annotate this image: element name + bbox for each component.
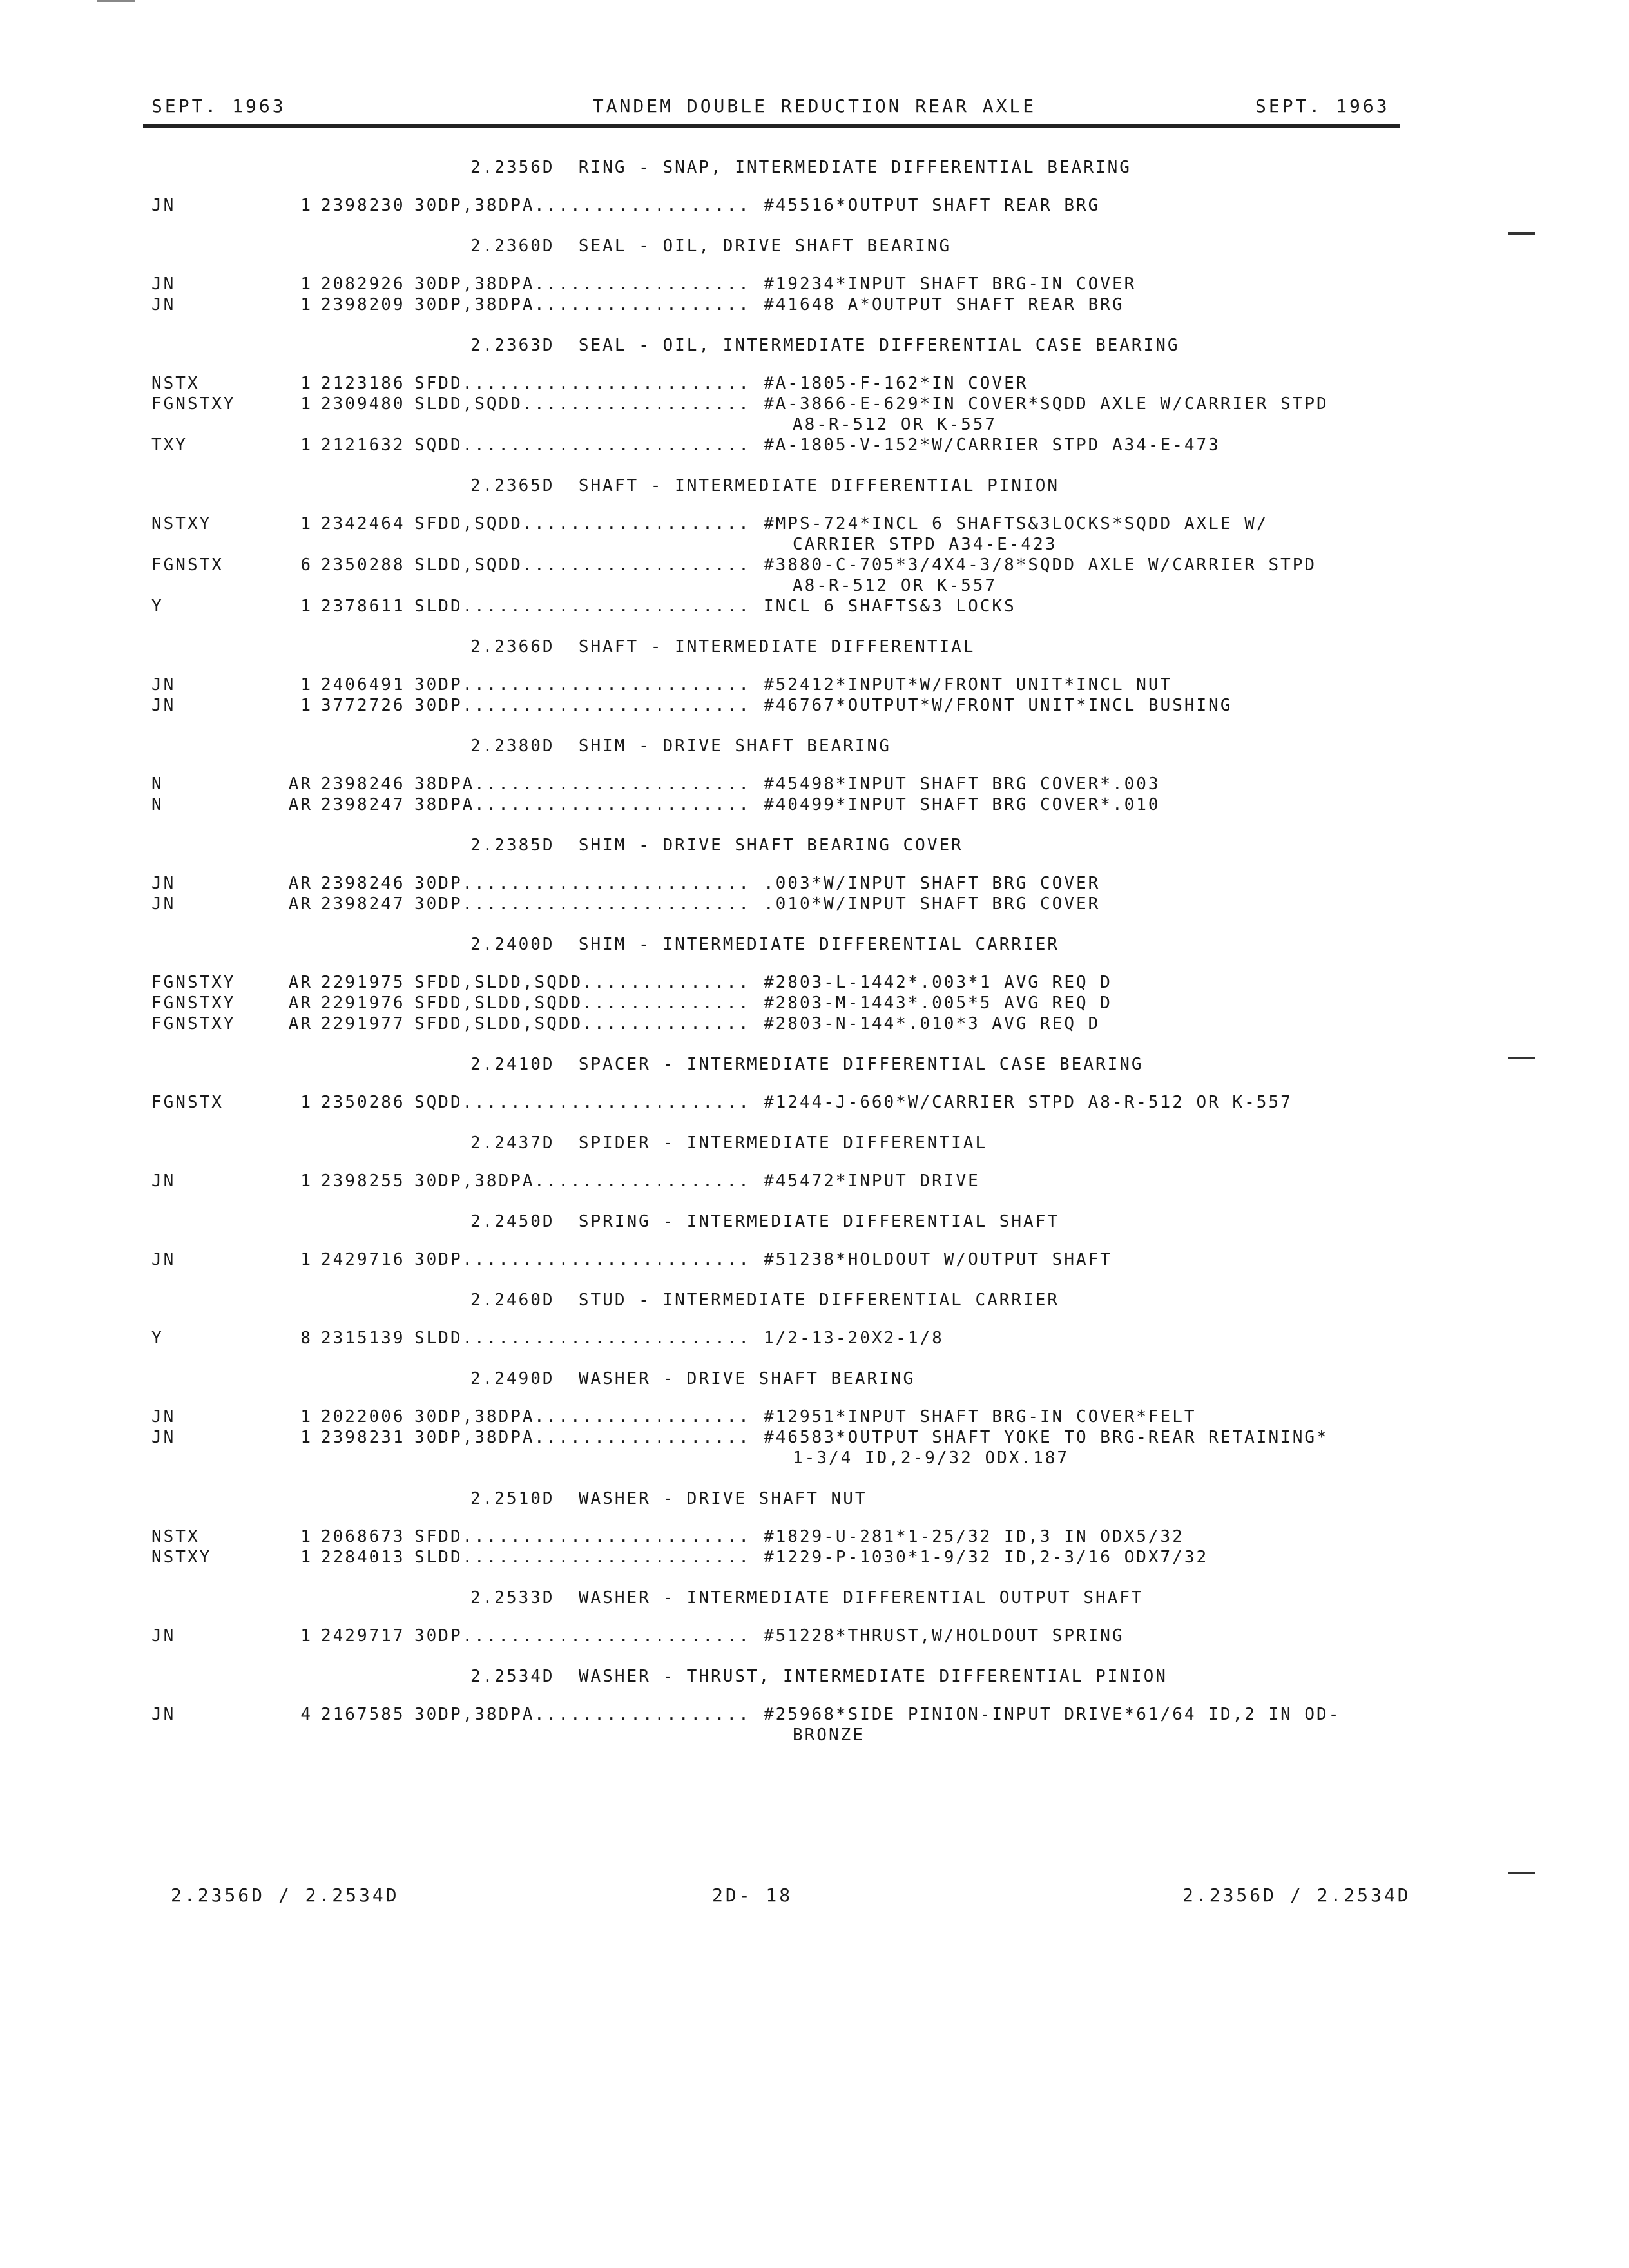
part-row [0,795,1629,816]
part-number: 2350288 [321,555,405,575]
quantity: 1 [300,597,313,616]
part-number: 2398231 [321,1428,405,1447]
models: SFDD [414,1527,463,1546]
models: SFDD,SLDD,SQDD [414,994,583,1013]
usage-code: JN [151,1171,176,1191]
margin-dash [1508,1057,1535,1059]
parts-section [0,233,1629,332]
part-row [0,774,1629,795]
part-row [0,374,1629,394]
parts-section [0,932,1629,1052]
part-number: 2398209 [321,295,405,314]
models: SFDD,SLDD,SQDD [414,973,583,992]
models: SLDD,SQDD [414,555,523,575]
models: 38DPA [414,774,475,794]
quantity: AR [288,973,313,992]
dot-leader: .............. [582,1014,751,1033]
quantity: 1 [300,196,313,215]
dot-leader: .................. [534,274,751,294]
footer-range-left: 2.2356D / 2.2534D [171,1885,400,1906]
quantity: 1 [300,696,313,715]
models: SFDD,SQDD [414,514,523,533]
page-title: TANDEM DOUBLE REDUCTION REAR AXLE [592,95,1037,117]
models: 30DP [414,894,463,914]
parts-section [0,832,1629,932]
description-continuation: A8-R-512 OR K-557 [793,415,998,434]
usage-code: FGNSTX [151,555,224,575]
description: #3880-C-705*3/4X4-3/8*SQDD AXLE W/CARRIER STPD [764,555,1317,575]
usage-code: FGNSTXY [151,1014,236,1033]
scan-mark [97,0,135,2]
part-row [0,295,1629,316]
description-continuation-row [0,1448,1629,1469]
dot-leader: .............. [582,973,751,992]
quantity: 1 [300,436,313,455]
part-number: 2068673 [321,1527,405,1546]
models: 30DP,38DPA [414,295,535,314]
part-row [0,274,1629,295]
parts-section [0,332,1629,473]
part-row [0,1527,1629,1548]
section-title: 2.2366D SHAFT - INTERMEDIATE DIFFERENTIAL [470,637,976,657]
description: #46767*OUTPUT*W/FRONT UNIT*INCL BUSHING [764,696,1233,715]
dot-leader: ........................ [462,696,751,715]
part-row [0,1250,1629,1271]
quantity: AR [288,795,313,814]
description: #52412*INPUT*W/FRONT UNIT*INCL NUT [764,675,1173,695]
usage-code: JN [151,295,176,314]
quantity: 1 [300,1407,313,1427]
section-title: 2.2365D SHAFT - INTERMEDIATE DIFFERENTIAL PINION [470,476,1060,495]
dot-leader: .................. [534,196,751,215]
description: #45472*INPUT DRIVE [764,1171,980,1191]
part-row [0,1626,1629,1647]
models: 30DP,38DPA [414,196,535,215]
description: #1829-U-281*1-25/32 ID,3 IN ODX5/32 [764,1527,1184,1546]
part-number: 2123186 [321,374,405,393]
description: #40499*INPUT SHAFT BRG COVER*.010 [764,795,1161,814]
models: 30DP,38DPA [414,1407,535,1427]
quantity: 1 [300,394,313,414]
description: #1244-J-660*W/CARRIER STPD A8-R-512 OR K-557 [764,1093,1293,1112]
dot-leader: .................. [534,1171,751,1191]
section-title: 2.2450D SPRING - INTERMEDIATE DIFFERENTIAL SHAFT [470,1212,1060,1231]
quantity: 1 [300,1093,313,1112]
quantity: AR [288,994,313,1013]
parts-section [0,634,1629,733]
quantity: 1 [300,295,313,314]
description-continuation-row [0,535,1629,555]
section-title: 2.2380D SHIM - DRIVE SHAFT BEARING [470,736,891,756]
usage-code: JN [151,894,176,914]
margin-dash [1508,1872,1535,1874]
section-title: 2.2410D SPACER - INTERMEDIATE DIFFERENTIAL CASE BEARING [470,1055,1144,1074]
section-title: 2.2460D STUD - INTERMEDIATE DIFFERENTIAL CARRIER [470,1291,1060,1310]
models: 30DP [414,874,463,893]
part-number: 2291977 [321,1014,405,1033]
description: #A-3866-E-629*IN COVER*SQDD AXLE W/CARRIER STPD [764,394,1329,414]
dot-leader: ........................ [462,1250,751,1269]
section-title: 2.2490D WASHER - DRIVE SHAFT BEARING [470,1369,916,1389]
usage-code: NSTX [151,374,200,393]
usage-code: FGNSTXY [151,994,236,1013]
usage-code: TXY [151,436,188,455]
section-title: 2.2356D RING - SNAP, INTERMEDIATE DIFFERENTIAL BEARING [470,158,1132,177]
models: 38DPA [414,795,475,814]
parts-section [0,1130,1629,1209]
margin-dash [1508,232,1535,235]
section-title: 2.2400D SHIM - INTERMEDIATE DIFFERENTIAL CARRIER [470,935,1060,954]
description-continuation: A8-R-512 OR K-557 [793,576,998,595]
description-continuation-row [0,415,1629,436]
usage-code: Y [151,1329,164,1348]
dot-leader: ........................ [462,597,751,616]
part-number: 2398246 [321,874,405,893]
usage-code: N [151,774,164,794]
part-number: 2284013 [321,1548,405,1567]
part-row [0,555,1629,576]
part-number: 3772726 [321,696,405,715]
description: #A-1805-V-152*W/CARRIER STPD A34-E-473 [764,436,1220,455]
quantity: 6 [300,555,313,575]
models: 30DP [414,675,463,695]
part-row [0,696,1629,716]
part-row [0,1705,1629,1725]
part-row [0,196,1629,216]
models: 30DP,38DPA [414,1428,535,1447]
quantity: 1 [300,514,313,533]
header-date-right: SEPT. 1963 [1255,95,1390,117]
footer-range-right: 2.2356D / 2.2534D [1182,1885,1411,1906]
dot-leader: .................. [534,1428,751,1447]
dot-leader: ........................ [462,374,751,393]
models: SLDD [414,597,463,616]
part-number: 2291976 [321,994,405,1013]
section-title: 2.2510D WASHER - DRIVE SHAFT NUT [470,1489,867,1508]
dot-leader: ........................ [462,1548,751,1567]
description: #12951*INPUT SHAFT BRG-IN COVER*FELT [764,1407,1197,1427]
part-row [0,994,1629,1014]
part-number: 2315139 [321,1329,405,1348]
usage-code: JN [151,696,176,715]
part-row [0,1329,1629,1349]
usage-code: FGNSTXY [151,394,236,414]
usage-code: FGNSTX [151,1093,224,1112]
section-title: 2.2437D SPIDER - INTERMEDIATE DIFFERENTIAL [470,1133,988,1153]
usage-code: JN [151,196,176,215]
dot-leader: ....................... [474,795,751,814]
part-number: 2121632 [321,436,405,455]
quantity: 1 [300,1250,313,1269]
parts-section [0,1585,1629,1664]
parts-section [0,1486,1629,1585]
models: SLDD [414,1329,463,1348]
description: .003*W/INPUT SHAFT BRG COVER [764,874,1101,893]
dot-leader: ........................ [462,436,751,455]
models: 30DP [414,1626,463,1646]
usage-code: JN [151,1428,176,1447]
description: #41648 A*OUTPUT SHAFT REAR BRG [764,295,1124,314]
models: SQDD [414,436,463,455]
part-row [0,1548,1629,1568]
description: #45498*INPUT SHAFT BRG COVER*.003 [764,774,1161,794]
description: #2803-N-144*.010*3 AVG REQ D [764,1014,1101,1033]
description-continuation: CARRIER STPD A34-E-423 [793,535,1057,554]
part-row [0,1407,1629,1428]
quantity: 1 [300,1548,313,1567]
models: SFDD,SLDD,SQDD [414,1014,583,1033]
section-title: 2.2363D SEAL - OIL, INTERMEDIATE DIFFERENTIAL CASE BEARING [470,336,1180,355]
quantity: 8 [300,1329,313,1348]
part-number: 2291975 [321,973,405,992]
dot-leader: ................... [522,555,751,575]
dot-leader: .............. [582,994,751,1013]
usage-code: Y [151,597,164,616]
description: #45516*OUTPUT SHAFT REAR BRG [764,196,1101,215]
dot-leader: ........................ [462,675,751,695]
part-row [0,894,1629,915]
dot-leader: .................. [534,1705,751,1724]
models: SLDD,SQDD [414,394,523,414]
header-rule [143,124,1400,128]
dot-leader: ........................ [462,1626,751,1646]
parts-section [0,1052,1629,1130]
quantity: 1 [300,1171,313,1191]
part-row [0,874,1629,894]
quantity: 1 [300,1626,313,1646]
parts-list [0,155,1629,1763]
parts-section [0,1287,1629,1366]
usage-code: JN [151,1705,176,1724]
part-number: 2429717 [321,1626,405,1646]
part-row [0,1093,1629,1113]
dot-leader: ................... [522,394,751,414]
part-row [0,973,1629,994]
part-number: 2406491 [321,675,405,695]
description: #1229-P-1030*1-9/32 ID,2-3/16 ODX7/32 [764,1548,1209,1567]
usage-code: JN [151,675,176,695]
models: SLDD [414,1548,463,1567]
parts-section [0,733,1629,832]
part-number: 2429716 [321,1250,405,1269]
section-title: 2.2533D WASHER - INTERMEDIATE DIFFERENTIAL OUTPUT SHAFT [470,1588,1144,1608]
dot-leader: ........................ [462,1329,751,1348]
quantity: 1 [300,675,313,695]
description: #19234*INPUT SHAFT BRG-IN COVER [764,274,1137,294]
usage-code: JN [151,1250,176,1269]
usage-code: NSTXY [151,514,212,533]
part-number: 2022006 [321,1407,405,1427]
description-continuation: 1-3/4 ID,2-9/32 ODX.187 [793,1448,1070,1468]
models: 30DP,38DPA [414,1705,535,1724]
usage-code: N [151,795,164,814]
part-number: 2342464 [321,514,405,533]
description: #2803-M-1443*.005*5 AVG REQ D [764,994,1112,1013]
dot-leader: .................. [534,1407,751,1427]
description-continuation-row [0,576,1629,597]
quantity: 1 [300,1428,313,1447]
part-row [0,1428,1629,1448]
description: #51228*THRUST,W/HOLDOUT SPRING [764,1626,1124,1646]
part-number: 2167585 [321,1705,405,1724]
part-number: 2398230 [321,196,405,215]
description: .010*W/INPUT SHAFT BRG COVER [764,894,1101,914]
part-number: 2398247 [321,894,405,914]
part-number: 2398247 [321,795,405,814]
usage-code: JN [151,1407,176,1427]
usage-code: FGNSTXY [151,973,236,992]
part-number: 2398255 [321,1171,405,1191]
description-continuation: BRONZE [793,1725,865,1745]
part-number: 2082926 [321,274,405,294]
quantity: 1 [300,274,313,294]
part-number: 2398246 [321,774,405,794]
section-title: 2.2360D SEAL - OIL, DRIVE SHAFT BEARING [470,236,952,256]
parts-section [0,1209,1629,1287]
dot-leader: ........................ [462,894,751,914]
part-row [0,394,1629,415]
description: #51238*HOLDOUT W/OUTPUT SHAFT [764,1250,1112,1269]
quantity: AR [288,874,313,893]
part-row [0,514,1629,535]
description-continuation-row [0,1725,1629,1746]
usage-code: NSTX [151,1527,200,1546]
description: #A-1805-F-162*IN COVER [764,374,1028,393]
page-number: 2D- 18 [712,1885,793,1906]
description: #2803-L-1442*.003*1 AVG REQ D [764,973,1112,992]
part-number: 2350286 [321,1093,405,1112]
section-title: 2.2385D SHIM - DRIVE SHAFT BEARING COVER [470,836,963,855]
section-title: 2.2534D WASHER - THRUST, INTERMEDIATE DIFFERENTIAL PINION [470,1667,1168,1686]
description: #25968*SIDE PINION-INPUT DRIVE*61/64 ID,2 IN OD- [764,1705,1341,1724]
dot-leader: ................... [522,514,751,533]
models: 30DP,38DPA [414,274,535,294]
dot-leader: ........................ [462,1527,751,1546]
description: INCL 6 SHAFTS&3 LOCKS [764,597,1016,616]
part-row [0,597,1629,617]
quantity: 4 [300,1705,313,1724]
quantity: 1 [300,1527,313,1546]
part-number: 2309480 [321,394,405,414]
quantity: AR [288,1014,313,1033]
quantity: AR [288,774,313,794]
part-number: 2378611 [321,597,405,616]
usage-code: NSTXY [151,1548,212,1567]
dot-leader: ........................ [462,1093,751,1112]
description: 1/2-13-20X2-1/8 [764,1329,944,1348]
models: SQDD [414,1093,463,1112]
quantity: 1 [300,374,313,393]
models: 30DP,38DPA [414,1171,535,1191]
part-row [0,675,1629,696]
usage-code: JN [151,1626,176,1646]
models: 30DP [414,696,463,715]
dot-leader: .................. [534,295,751,314]
usage-code: JN [151,274,176,294]
part-row [0,1171,1629,1192]
usage-code: JN [151,874,176,893]
part-row [0,436,1629,456]
dot-leader: ....................... [474,774,751,794]
parts-section [0,1366,1629,1486]
header-date-left: SEPT. 1963 [151,95,286,117]
description: #MPS-724*INCL 6 SHAFTS&3LOCKS*SQDD AXLE W/ [764,514,1269,533]
description: #46583*OUTPUT SHAFT YOKE TO BRG-REAR RETAINING* [764,1428,1329,1447]
quantity: AR [288,894,313,914]
part-row [0,1014,1629,1035]
models: SFDD [414,374,463,393]
parts-section [0,473,1629,634]
dot-leader: ........................ [462,874,751,893]
parts-section [0,155,1629,233]
parts-section [0,1664,1629,1763]
models: 30DP [414,1250,463,1269]
